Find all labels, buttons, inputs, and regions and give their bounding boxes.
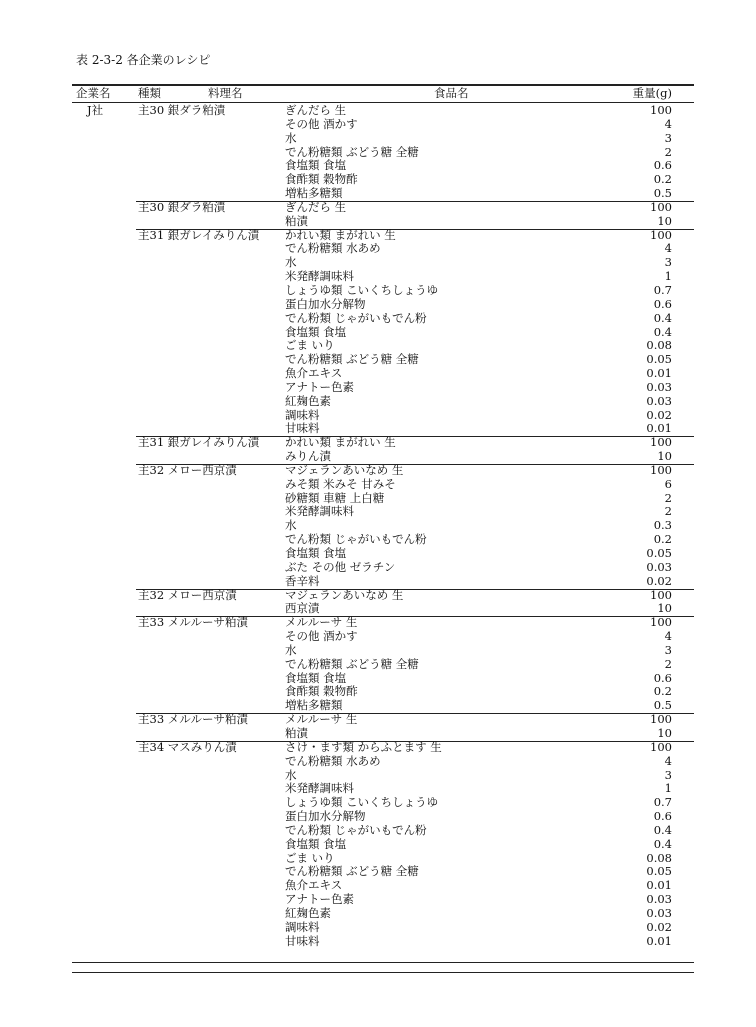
table-header	[72, 86, 694, 101]
table-row	[72, 118, 694, 132]
table-row	[72, 713, 694, 727]
weight-value: 4	[664, 629, 672, 644]
food-name: 粕漬	[285, 213, 308, 228]
table-row	[72, 215, 694, 229]
food-name: アナトー色素	[285, 892, 354, 907]
weight-value: 10	[657, 213, 672, 228]
table-row	[72, 298, 694, 312]
food-name: 水	[285, 767, 297, 782]
food-name: 米発酵調味料	[285, 781, 354, 796]
food-name: 香辛料	[285, 573, 320, 588]
table-row	[72, 782, 694, 796]
table-row	[72, 159, 694, 173]
table-row	[72, 505, 694, 519]
table-row	[72, 533, 694, 547]
table-row	[72, 796, 694, 810]
weight-value: 0.5	[653, 186, 672, 201]
recipe-group	[72, 201, 694, 229]
table-row	[72, 450, 694, 464]
food-name: 甘味料	[285, 933, 320, 948]
table-row	[72, 547, 694, 561]
weight-value: 1	[664, 269, 672, 284]
dish-name: 主31 銀ガレイみりん漬	[138, 227, 260, 242]
table-row	[72, 229, 694, 243]
weight-value: 100	[650, 462, 672, 477]
food-name: さけ・ます類 からふとます 生	[285, 739, 442, 754]
weight-value: 10	[657, 449, 672, 464]
food-name: かれい類 まがれい 生	[285, 435, 396, 450]
food-name: でん粉糖類 水あめ	[285, 241, 381, 256]
header-weight: 重量(g)	[632, 86, 672, 100]
weight-value: 100	[650, 103, 672, 117]
weight-value: 3	[664, 642, 672, 657]
table-row	[72, 146, 694, 160]
weight-value: 2	[664, 144, 672, 159]
weight-value: 0.01	[646, 933, 672, 948]
weight-value: 0.03	[646, 393, 672, 408]
weight-value: 0.02	[646, 573, 672, 588]
food-name: しょうゆ類 こいくちしょうゆ	[285, 282, 439, 297]
food-name: 米発酵調味料	[285, 504, 354, 519]
recipe-table	[72, 104, 694, 948]
food-name: でん粉類 じゃがいもでん粉	[285, 310, 427, 325]
dish-name: 主30 銀ダラ粕漬	[138, 199, 226, 214]
table-row	[72, 312, 694, 326]
food-name: 水	[285, 255, 297, 270]
table-row	[72, 173, 694, 187]
food-name: ごま いり	[285, 850, 335, 865]
food-name: 蛋白加水分解物	[285, 809, 366, 824]
weight-value: 0.2	[653, 172, 672, 187]
food-name: マジェランあいなめ 生	[285, 587, 404, 602]
table-row	[72, 256, 694, 270]
weight-value: 2	[664, 656, 672, 671]
dish-name: 主32 メロー西京漬	[138, 462, 237, 477]
weight-value: 0.05	[646, 546, 672, 560]
food-name: でん粉糖類 ぶどう糖 全糖	[285, 144, 419, 159]
table-row	[72, 699, 694, 713]
table-row	[72, 810, 694, 824]
weight-value: 100	[650, 227, 672, 242]
food-name: でん粉糖類 ぶどう糖 全糖	[285, 864, 419, 879]
food-name: 食塩類 食塩	[285, 158, 347, 173]
food-name: 調味料	[285, 919, 320, 934]
weight-value: 0.05	[646, 864, 672, 879]
recipe-group	[72, 104, 694, 201]
table-row	[72, 464, 694, 478]
weight-value: 0.03	[646, 379, 672, 394]
table-row	[72, 824, 694, 838]
weight-value: 100	[650, 739, 672, 754]
table-row	[72, 879, 694, 893]
food-name: 粕漬	[285, 725, 308, 740]
table-row	[72, 575, 694, 589]
weight-value: 0.03	[646, 892, 672, 907]
food-name: でん粉糖類 ぶどう糖 全糖	[285, 352, 419, 367]
table-row	[72, 409, 694, 423]
weight-value: 2	[664, 490, 672, 505]
table-row	[72, 602, 694, 616]
food-name: みそ類 米みそ 甘みそ	[285, 476, 396, 491]
food-name: でん粉類 じゃがいもでん粉	[285, 532, 427, 547]
dish-name: 主31 銀ガレイみりん漬	[138, 435, 260, 450]
food-name: 水	[285, 518, 297, 533]
weight-value: 0.01	[646, 366, 672, 381]
weight-value: 0.7	[653, 795, 672, 810]
dish-name: 主33 メルルーサ粕漬	[138, 615, 249, 630]
food-name: 増粘多糖類	[285, 698, 343, 713]
table-row	[72, 644, 694, 658]
weight-value: 0.6	[653, 296, 672, 311]
weight-value: 0.01	[646, 878, 672, 893]
food-name: 魚介エキス	[285, 366, 343, 381]
food-name: 甘味料	[285, 421, 320, 436]
weight-value: 3	[664, 255, 672, 270]
food-name: アナトー色素	[285, 379, 354, 394]
recipe-group	[72, 589, 694, 617]
weight-value: 0.7	[653, 282, 672, 297]
food-name: 紅麹色素	[285, 393, 331, 408]
weight-value: 1	[664, 781, 672, 796]
food-name: 増粘多糖類	[285, 186, 343, 201]
recipe-group	[72, 464, 694, 589]
company-name: J社	[87, 103, 104, 117]
weight-value: 0.6	[653, 158, 672, 173]
food-name: でん粉類 じゃがいもでん粉	[285, 822, 427, 837]
food-name: 食塩類 食塩	[285, 546, 347, 560]
table-row	[72, 422, 694, 436]
table-row	[72, 727, 694, 741]
table-row	[72, 561, 694, 575]
table-row	[72, 478, 694, 492]
weight-value: 4	[664, 116, 672, 131]
food-name: ぎんだら 生	[285, 103, 347, 117]
food-name: 米発酵調味料	[285, 269, 354, 284]
table-row	[72, 242, 694, 256]
weight-value: 4	[664, 753, 672, 768]
header-type: 種類	[138, 86, 161, 100]
food-name: 砂糖類 車糖 上白糖	[285, 490, 385, 505]
table-row	[72, 395, 694, 409]
weight-value: 0.03	[646, 559, 672, 574]
weight-value: 100	[650, 615, 672, 630]
table-row	[72, 921, 694, 935]
weight-value: 100	[650, 587, 672, 602]
food-name: その他 酒かす	[285, 116, 358, 131]
weight-value: 10	[657, 601, 672, 616]
food-name: ぎんだら 生	[285, 199, 347, 214]
weight-value: 0.02	[646, 407, 672, 422]
food-name: メルルーサ 生	[285, 712, 358, 727]
table-row	[72, 187, 694, 201]
food-name: その他 酒かす	[285, 629, 358, 644]
food-name: メルルーサ 生	[285, 615, 358, 630]
table-row	[72, 326, 694, 340]
header-food: 食品名	[434, 86, 469, 100]
food-name: しょうゆ類 こいくちしょうゆ	[285, 795, 439, 810]
table-row	[72, 741, 694, 755]
weight-value: 0.4	[653, 324, 672, 339]
food-name: ぶた その他 ゼラチン	[285, 559, 396, 574]
food-name: 食酢類 穀物酢	[285, 684, 358, 699]
recipe-group	[72, 229, 694, 437]
table-row	[72, 616, 694, 630]
table-row	[72, 852, 694, 866]
header-dish: 料理名	[208, 86, 243, 100]
table-row	[72, 519, 694, 533]
food-name: 魚介エキス	[285, 878, 343, 893]
food-name: 水	[285, 642, 297, 657]
recipe-group	[72, 436, 694, 464]
table-row	[72, 893, 694, 907]
table-row	[72, 436, 694, 450]
weight-value: 3	[664, 130, 672, 145]
food-name: 西京漬	[285, 601, 320, 616]
weight-value: 0.01	[646, 421, 672, 436]
table-row	[72, 353, 694, 367]
weight-value: 3	[664, 767, 672, 782]
table-row	[72, 769, 694, 783]
table-row	[72, 339, 694, 353]
dish-name: 主34 マスみりん漬	[138, 739, 237, 754]
table-row	[72, 935, 694, 949]
table-row	[72, 630, 694, 644]
weight-value: 10	[657, 725, 672, 740]
weight-value: 2	[664, 504, 672, 519]
table-row	[72, 755, 694, 769]
weight-value: 0.05	[646, 352, 672, 367]
table-row	[72, 685, 694, 699]
table-row	[72, 838, 694, 852]
weight-value: 0.08	[646, 338, 672, 353]
weight-value: 100	[650, 199, 672, 214]
header-company: 企業名	[76, 86, 111, 100]
weight-value: 0.4	[653, 836, 672, 851]
table-row	[72, 132, 694, 146]
food-name: 蛋白加水分解物	[285, 296, 366, 311]
weight-value: 0.2	[653, 532, 672, 547]
weight-value: 100	[650, 712, 672, 727]
weight-value: 0.6	[653, 670, 672, 685]
table-row	[72, 658, 694, 672]
weight-value: 0.5	[653, 698, 672, 713]
food-name: 食酢類 穀物酢	[285, 172, 358, 187]
table-bottom-rule-2	[72, 972, 694, 973]
table-row	[72, 589, 694, 603]
table-bottom-rule	[72, 962, 694, 963]
table-row	[72, 907, 694, 921]
weight-value: 4	[664, 241, 672, 256]
weight-value: 0.08	[646, 850, 672, 865]
recipe-group	[72, 741, 694, 949]
food-name: ごま いり	[285, 338, 335, 353]
table-row	[72, 284, 694, 298]
food-name: でん粉糖類 水あめ	[285, 753, 381, 768]
weight-value: 0.4	[653, 310, 672, 325]
table-row	[72, 492, 694, 506]
table-row	[72, 104, 694, 118]
weight-value: 0.02	[646, 919, 672, 934]
food-name: 食塩類 食塩	[285, 836, 347, 851]
table-row	[72, 367, 694, 381]
weight-value: 100	[650, 435, 672, 450]
food-name: マジェランあいなめ 生	[285, 462, 404, 477]
dish-name: 主30 銀ダラ粕漬	[138, 103, 226, 117]
food-name: みりん漬	[285, 449, 331, 464]
table-row	[72, 381, 694, 395]
weight-value: 0.4	[653, 822, 672, 837]
food-name: かれい類 まがれい 生	[285, 227, 396, 242]
table-row	[72, 672, 694, 686]
dish-name: 主33 メルルーサ粕漬	[138, 712, 249, 727]
weight-value: 0.2	[653, 684, 672, 699]
recipe-group	[72, 713, 694, 741]
food-name: 紅麹色素	[285, 905, 331, 920]
food-name: 食塩類 食塩	[285, 670, 347, 685]
table-row	[72, 201, 694, 215]
table-row	[72, 270, 694, 284]
food-name: 水	[285, 130, 297, 145]
table-row	[72, 865, 694, 879]
food-name: 調味料	[285, 407, 320, 422]
recipe-group	[72, 616, 694, 713]
dish-name: 主32 メロー西京漬	[138, 587, 237, 602]
table-caption: 表 2-3-2 各企業のレシピ	[76, 53, 211, 67]
weight-value: 0.03	[646, 905, 672, 920]
food-name: 食塩類 食塩	[285, 324, 347, 339]
food-name: でん粉糖類 ぶどう糖 全糖	[285, 656, 419, 671]
weight-value: 0.6	[653, 809, 672, 824]
weight-value: 0.3	[653, 518, 672, 533]
weight-value: 6	[664, 476, 672, 491]
